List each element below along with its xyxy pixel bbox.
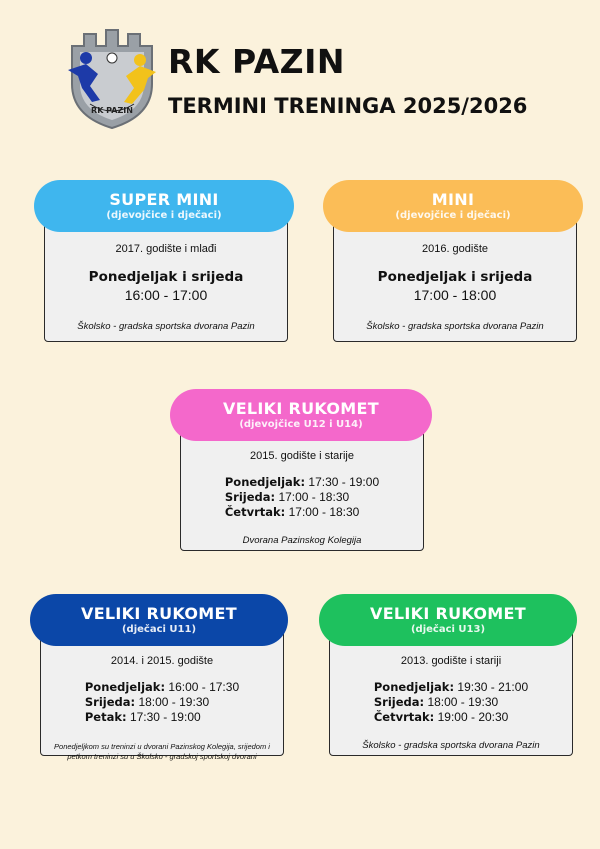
card-title: VELIKI RUKOMET <box>370 604 526 623</box>
schedule-list <box>85 680 239 725</box>
schedule-row <box>225 475 379 490</box>
schedule-day: Petak: <box>84 710 127 724</box>
schedule-time: 17:30 - 19:00 <box>308 475 380 489</box>
card-title: VELIKI RUKOMET <box>81 604 237 623</box>
card-mini <box>323 180 583 342</box>
schedule-list <box>374 680 528 725</box>
age-group: 2017. godište i mlađi <box>115 243 217 255</box>
season-title: TERMINI TRENINGA 2025/2026 <box>168 94 528 118</box>
schedule-time: 16:00 - 17:30 <box>168 680 240 694</box>
club-name: RK PAZIN <box>168 42 345 81</box>
venue: Dvorana Pazinskog Kolegija <box>242 535 362 546</box>
schedule-time: 18:00 - 19:30 <box>427 695 499 709</box>
schedule-row <box>85 680 239 695</box>
schedule-day: Srijeda: <box>84 695 136 709</box>
card-header <box>319 594 577 646</box>
card-veliki-girls <box>170 389 432 551</box>
schedule-row <box>374 680 528 695</box>
card-veliki-u11 <box>30 594 288 761</box>
schedule-day: Četvrtak: <box>373 710 435 724</box>
age-group: 2016. godište <box>421 243 489 255</box>
schedule-row <box>225 490 379 505</box>
schedule-row <box>374 710 528 725</box>
card-subtitle: (dječaci U11) <box>121 624 197 635</box>
venue-note: Ponedjeljkom su treninzi u dvorani Pazinskog Kolegija, srijedom i petkom treninzi su u Školsko - gradskoj sportskoj dvorani <box>54 742 270 761</box>
schedule-row <box>374 695 528 710</box>
card-subtitle: (djevojčice i dječaci) <box>395 210 511 221</box>
venue: Školsko - gradska sportska dvorana Pazin <box>362 740 540 751</box>
venue: Školsko - gradska sportska dvorana Pazin <box>366 321 544 332</box>
card-super-mini <box>34 180 294 342</box>
card-veliki-u13 <box>319 594 577 756</box>
schedule-day: Ponedjeljak: <box>224 475 306 489</box>
card-subtitle: (djevojčice U12 i U14) <box>239 419 363 430</box>
club-logo <box>64 24 160 132</box>
logo-text: RK PAZIN <box>91 106 133 115</box>
schedule-day: Srijeda: <box>373 695 425 709</box>
schedule-time: 17:00 - 18:30 <box>278 490 350 504</box>
training-days: Ponedjeljak i srijeda <box>377 269 533 285</box>
schedule-time: 19:00 - 20:30 <box>437 710 509 724</box>
age-group: 2015. godište i starije <box>250 450 354 462</box>
schedule-row <box>85 710 239 725</box>
card-subtitle: (dječaci U13) <box>410 624 486 635</box>
schedule-time: 17:30 - 19:00 <box>129 710 201 724</box>
schedule-list <box>225 475 379 520</box>
schedule-row <box>85 695 239 710</box>
card-header <box>323 180 583 232</box>
card-header <box>30 594 288 646</box>
card-title: VELIKI RUKOMET <box>223 399 379 418</box>
schedule-time: 19:30 - 21:00 <box>457 680 529 694</box>
schedule-time: 18:00 - 19:30 <box>138 695 210 709</box>
schedule-time: 17:00 - 18:30 <box>288 505 360 519</box>
schedule-day: Ponedjeljak: <box>84 680 166 694</box>
age-group: 2013. godište i stariji <box>400 655 502 667</box>
schedule-day: Četvrtak: <box>224 505 286 519</box>
card-header <box>170 389 432 441</box>
card-header <box>34 180 294 232</box>
age-group: 2014. i 2015. godište <box>110 655 214 667</box>
card-title: SUPER MINI <box>109 190 219 209</box>
schedule-day: Srijeda: <box>224 490 276 504</box>
schedule-row <box>225 505 379 520</box>
card-title: MINI <box>431 190 475 209</box>
venue: Školsko - gradska sportska dvorana Pazin <box>77 321 255 332</box>
training-time: 16:00 - 17:00 <box>124 287 208 303</box>
schedule-day: Ponedjeljak: <box>373 680 455 694</box>
card-subtitle: (djevojčice i dječaci) <box>106 210 222 221</box>
training-time: 17:00 - 18:00 <box>413 287 497 303</box>
training-days: Ponedjeljak i srijeda <box>88 269 244 285</box>
